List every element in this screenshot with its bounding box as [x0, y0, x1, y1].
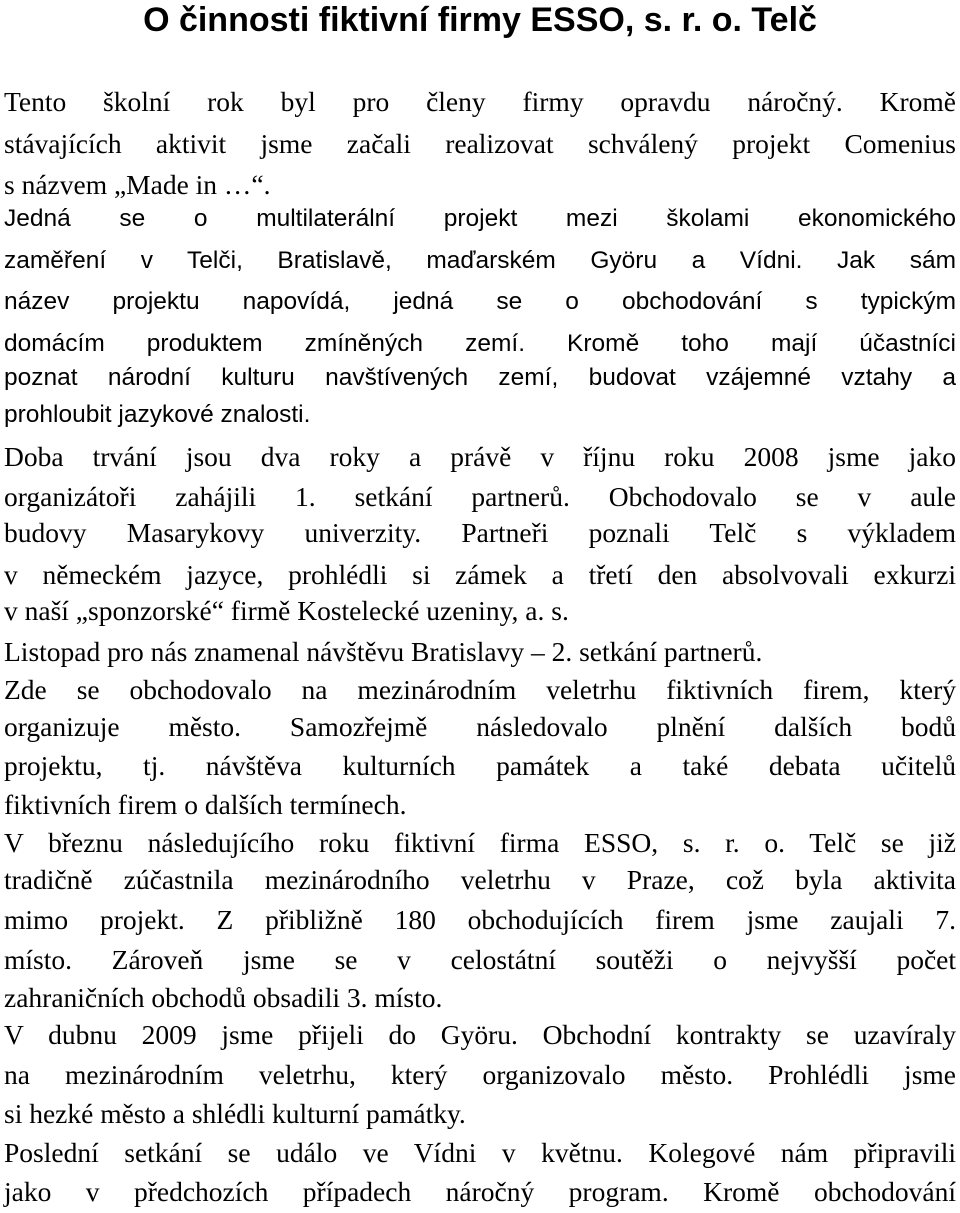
- text-line: prohloubit jazykové znalosti.: [4, 401, 311, 428]
- text-line: si hezké město a shlédli kulturní památky.: [4, 1098, 466, 1129]
- text-line: zaměření v Telči, Bratislavě, maďarském Györu a Vídni. Jak sám: [4, 247, 956, 274]
- text-line: V březnu následujícího roku fiktivní firma ESSO, s. r. o. Telč se již: [4, 827, 956, 858]
- text-line: tradičně zúčastnila mezinárodního veletrhu v Praze, což byla aktivita: [4, 864, 956, 895]
- text-line: budovy Masarykovy univerzity. Partneři poznali Telč s výkladem: [4, 517, 956, 548]
- text-line: organizátoři zahájili 1. setkání partnerů. Obchodovalo se v aule: [4, 481, 956, 512]
- text-line: Zde se obchodovalo na mezinárodním veletrhu fiktivních firem, který: [4, 674, 956, 705]
- text-line: Tento školní rok byl pro členy firmy opravdu náročný. Kromě: [4, 86, 956, 117]
- text-line: mimo projekt. Z přibližně 180 obchodujících firem jsme zaujali 7.: [4, 904, 956, 935]
- text-line: poznat národní kulturu navštívených zemí, budovat vzájemné vztahy a: [4, 364, 956, 391]
- text-line: fiktivních firem o dalších termínech.: [4, 789, 407, 820]
- text-line: s názvem „Made in …“.: [4, 169, 271, 200]
- text-line: zahraničních obchodů obsadili 3. místo.: [4, 982, 443, 1013]
- text-line: Doba trvání jsou dva roky a právě v říjnu roku 2008 jsme jako: [4, 441, 956, 472]
- text-line: v naší „sponzorské“ firmě Kostelecké uzeniny, a. s.: [4, 595, 569, 626]
- text-line: projektu, tj. návštěva kulturních památek a také debata učitelů: [4, 750, 956, 781]
- text-line: organizuje město. Samozřejmě následovalo plnění dalších bodů: [4, 711, 956, 742]
- text-line: Listopad pro nás znamenal návštěvu Bratislavy – 2. setkání partnerů.: [4, 636, 763, 667]
- text-line: místo. Zároveň jsme se v celostátní soutěži o nejvyšší počet: [4, 944, 956, 975]
- text-line: na mezinárodním veletrhu, který organizovalo město. Prohlédli jsme: [4, 1059, 956, 1090]
- text-line: Jedná se o multilaterální projekt mezi školami ekonomického: [4, 205, 956, 232]
- text-line: v německém jazyce, prohlédli si zámek a třetí den absolvovali exkurzi: [4, 559, 956, 590]
- text-line: domácím produktem zmíněných zemí. Kromě toho mají účastníci: [4, 330, 956, 357]
- document-title: O činnosti fiktivní firmy ESSO, s. r. o. Telč: [143, 1, 817, 39]
- text-line: jako v předchozích případech náročný program. Kromě obchodování: [4, 1176, 956, 1207]
- text-line: V dubnu 2009 jsme přijeli do Györu. Obchodní kontrakty se uzavíraly: [4, 1019, 956, 1050]
- text-line: Poslední setkání se událo ve Vídni v květnu. Kolegové nám připravili: [4, 1137, 956, 1168]
- text-line: název projektu napovídá, jedná se o obchodování s typickým: [4, 288, 956, 315]
- text-line: stávajících aktivit jsme začali realizovat schválený projekt Comenius: [4, 128, 956, 159]
